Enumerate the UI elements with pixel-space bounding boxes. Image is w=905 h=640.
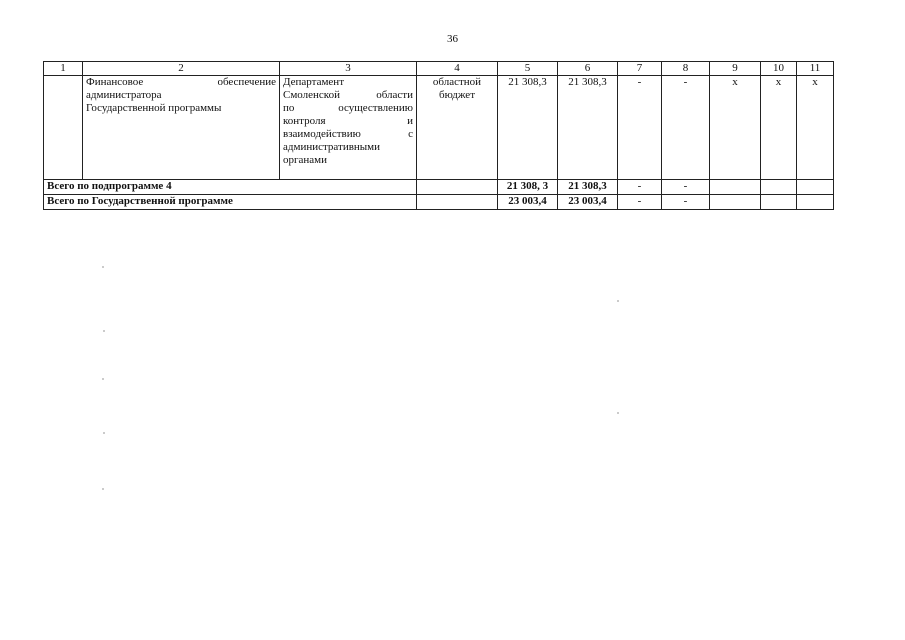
column-header: 10: [761, 62, 797, 76]
scan-speck: [102, 378, 104, 380]
scan-speck: [617, 412, 619, 414]
total-col8: -: [662, 195, 710, 210]
total-empty-cell: [761, 195, 797, 210]
source-line: бюджет: [439, 89, 475, 101]
scan-speck: [102, 266, 104, 268]
cell-col7: -: [618, 76, 662, 180]
total-col7: -: [618, 195, 662, 210]
cell-col10: x: [761, 76, 797, 180]
executor-line: Смоленской области: [283, 89, 413, 101]
cell-col8: -: [662, 76, 710, 180]
budget-table: [43, 61, 834, 210]
total-empty-cell: [797, 180, 834, 195]
description-line: Финансовое обеспечение: [86, 76, 276, 88]
total-empty-cell: [797, 195, 834, 210]
total-label: Всего по подпрограмме 4: [44, 180, 417, 195]
executor-line: взаимодействию с: [283, 128, 413, 140]
total-col6: 23 003,4: [558, 195, 618, 210]
column-header: 4: [417, 62, 498, 76]
column-header: 9: [710, 62, 761, 76]
cell-executor: [280, 76, 417, 180]
scan-speck: [617, 300, 619, 302]
total-row-program: [44, 195, 834, 210]
executor-line: административными: [283, 141, 381, 153]
scan-speck: [102, 488, 104, 490]
scan-speck: [103, 330, 105, 332]
column-header: 11: [797, 62, 834, 76]
column-header: 8: [662, 62, 710, 76]
cell-col5: 21 308,3: [498, 76, 558, 180]
description-line: администратора: [86, 89, 162, 101]
column-header: 2: [83, 62, 280, 76]
table-header-row: [44, 62, 834, 76]
executor-line: контроля и: [283, 115, 413, 127]
table-row: [44, 76, 834, 180]
total-col7: -: [618, 180, 662, 195]
total-col5: 23 003,4: [498, 195, 558, 210]
total-row-subprogram: [44, 180, 834, 195]
column-header: 3: [280, 62, 417, 76]
scan-speck: [103, 432, 105, 434]
total-empty-cell: [761, 180, 797, 195]
total-empty-cell: [417, 195, 498, 210]
cell-col1: [44, 76, 83, 180]
column-header: 6: [558, 62, 618, 76]
column-header: 1: [44, 62, 83, 76]
source-line: областной: [432, 76, 482, 88]
executor-line: по осуществлению: [283, 102, 413, 114]
cell-source: [417, 76, 498, 180]
cell-col9: x: [710, 76, 761, 180]
description-line: Государственной программы: [86, 102, 222, 114]
cell-description: [83, 76, 280, 180]
cell-col11: x: [797, 76, 834, 180]
total-label: Всего по Государственной программе: [44, 195, 417, 210]
column-header: 5: [498, 62, 558, 76]
total-empty-cell: [417, 180, 498, 195]
executor-line: Департамент: [283, 76, 345, 88]
total-empty-cell: [710, 195, 761, 210]
total-empty-cell: [710, 180, 761, 195]
executor-line: органами: [283, 154, 328, 166]
total-col8: -: [662, 180, 710, 195]
page-number: 36: [447, 33, 458, 45]
cell-col6: 21 308,3: [558, 76, 618, 180]
total-col6: 21 308,3: [558, 180, 618, 195]
column-header: 7: [618, 62, 662, 76]
total-col5: 21 308, 3: [498, 180, 558, 195]
